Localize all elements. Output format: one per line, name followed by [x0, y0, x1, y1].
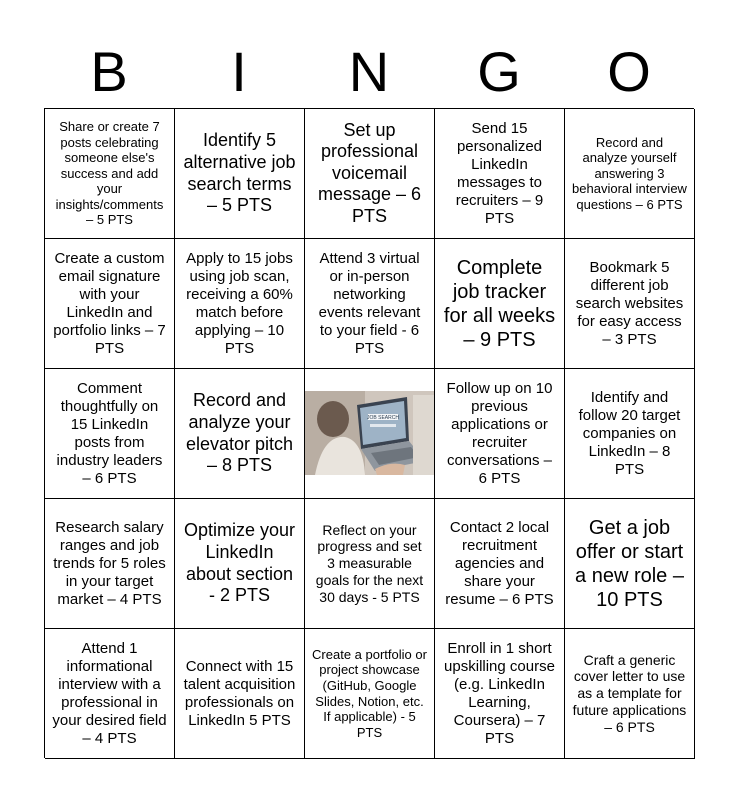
bingo-square — [435, 369, 565, 499]
bingo-card — [44, 108, 694, 758]
square-text: Craft a generic cover letter to use as a template for future applications – 6 PTS — [572, 651, 687, 735]
square-text: Identify and follow 20 target companies on LinkedIn – 8 PTS — [578, 388, 681, 478]
square-text: Share or create 7 posts celebrating someone else's success and add your insights/comments – 5 PTS — [55, 118, 164, 228]
square-text: Get a job offer or start a new role – 10 PTS — [575, 516, 684, 611]
image-screen-text: JOB SEARCH — [367, 415, 399, 421]
square-text: Enroll in 1 short upskilling course (e.g. LinkedIn Learning, Coursera) – 7 PTS — [444, 639, 555, 747]
bingo-square — [565, 239, 695, 369]
bingo-square — [435, 629, 565, 759]
bingo-square — [175, 369, 305, 499]
bingo-square — [435, 499, 565, 629]
bingo-square — [175, 499, 305, 629]
bingo-square — [305, 629, 435, 759]
square-text: Complete job tracker for all weeks – 9 PTS — [443, 256, 556, 351]
header-letter-b: B — [90, 40, 128, 103]
square-text: Create a custom email signature with your LinkedIn and portfolio links – 7 PTS — [53, 249, 166, 357]
header-letter-g: G — [477, 40, 521, 103]
square-text: Optimize your LinkedIn about section - 2 PTS — [183, 520, 296, 606]
bingo-square — [565, 369, 695, 499]
bingo-square — [45, 109, 175, 239]
square-text: Attend 3 virtual or in-person networking events relevant to your field - 6 PTS — [318, 249, 421, 357]
laptop-job-search-image — [305, 369, 434, 498]
bingo-header — [44, 40, 694, 104]
header-letter-o: O — [607, 40, 651, 103]
bingo-square — [175, 239, 305, 369]
square-text: Comment thoughtfully on 15 LinkedIn posts from industry leaders – 6 PTS — [56, 379, 163, 487]
bingo-square — [305, 499, 435, 629]
bingo-square — [305, 239, 435, 369]
square-text: Record and analyze yourself answering 3 behavioral interview questions – 6 PTS — [572, 134, 687, 212]
free-space-image — [305, 369, 435, 499]
bingo-square — [45, 369, 175, 499]
square-text: Attend 1 informational interview with a professional in your desired field – 4 PTS — [52, 639, 167, 747]
bingo-square — [175, 109, 305, 239]
square-text: Send 15 personalized LinkedIn messages to recruiters – 9 PTS — [455, 119, 544, 227]
bingo-square — [565, 109, 695, 239]
square-text: Follow up on 10 previous applications or recruiter conversations – 6 PTS — [446, 379, 553, 487]
square-text: Identify 5 alternative job search terms – 5 PTS — [183, 130, 296, 216]
bingo-square — [565, 499, 695, 629]
square-text: Record and analyze your elevator pitch – 8 PTS — [185, 390, 294, 476]
square-text: Bookmark 5 different job search websites for easy access – 3 PTS — [575, 258, 684, 348]
bingo-square — [45, 499, 175, 629]
square-text: Contact 2 local recruitment agencies and share your resume – 6 PTS — [445, 518, 554, 608]
square-text: Set up professional voicemail message – 6 PTS — [317, 119, 422, 226]
bingo-square — [175, 629, 305, 759]
bingo-square — [565, 629, 695, 759]
square-text: Create a portfolio or project showcase (GitHub, Google Slides, Notion, etc. If applicable) - 5 PTS — [312, 646, 427, 740]
bingo-square — [45, 629, 175, 759]
square-text: Reflect on your progress and set 3 measurable goals for the next 30 days - 5 PTS — [315, 521, 424, 605]
header-letter-n: N — [348, 40, 390, 103]
square-text: Research salary ranges and job trends for 5 roles in your target market – 4 PTS — [53, 518, 166, 608]
header-letter-i: I — [231, 40, 247, 103]
square-text: Connect with 15 talent acquisition professionals on LinkedIn 5 PTS — [183, 657, 296, 729]
bingo-square — [435, 239, 565, 369]
bingo-square — [45, 239, 175, 369]
bingo-square — [435, 109, 565, 239]
square-text: Apply to 15 jobs using job scan, receiving a 60% match before applying – 10 PTS — [186, 249, 293, 357]
bingo-square — [305, 109, 435, 239]
